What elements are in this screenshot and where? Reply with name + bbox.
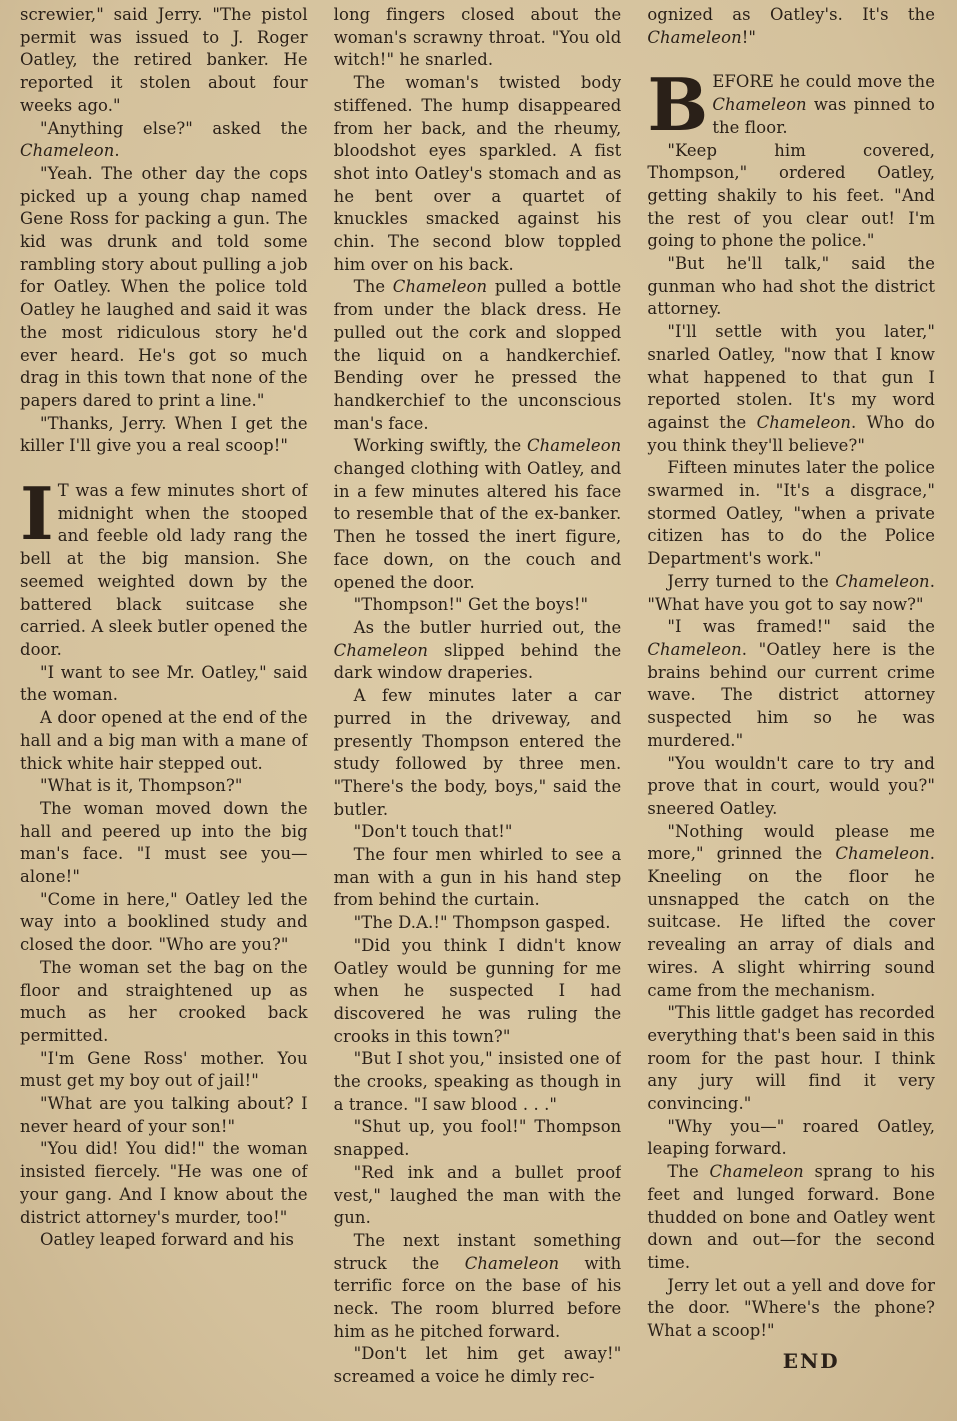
paragraph bbox=[647, 321, 935, 457]
paragraph-text: As the butler hurried out, the Chameleon slipped behind the dark window draperies. bbox=[333, 617, 622, 683]
paragraph-text: Jerry let out a yell and dove for the door. "Where's the phone? What a scoop!" bbox=[647, 1275, 936, 1341]
paragraph-text: "This little gadget has recorded everything that's been said in this room for the past hour. I think any jury will find it very convincing." bbox=[647, 1003, 936, 1114]
paragraph-text: The woman set the bag on the floor and straightened up as much as her crooked back permitted. bbox=[20, 957, 308, 1045]
drop-cap: B bbox=[647, 62, 709, 148]
paragraph-text: "You wouldn't care to try and prove that in court, would you?" sneered Oatley. bbox=[647, 753, 936, 818]
paragraph bbox=[20, 4, 308, 118]
paragraph-text: Fifteen minutes later the police swarmed in. "It's a disgrace," stormed Oatley, "when a private citizen has to do the Police Department's work." bbox=[647, 458, 936, 569]
paragraph-text: "Yeah. The other day the cops picked up a young chap named Gene Ross for packing a gun. The kid was drunk and told some rambling story about pulling a job for Oatley. When the police told Oatley he laughed and said it was the most ridiculous story he'd ever heard. He's got so much drag in this town that none of the papers dared to print a line." bbox=[20, 163, 308, 410]
paragraph bbox=[20, 798, 308, 889]
paragraph-text: "But I shot you," insisted one of the crooks, speaking as though in a trance. "I saw blood . . ." bbox=[333, 1049, 622, 1114]
paragraph-text: "Don't touch that!" bbox=[353, 822, 513, 842]
paragraph bbox=[20, 413, 308, 458]
paragraph-text: "Anything else?" asked the Chameleon. bbox=[20, 118, 308, 161]
paragraph bbox=[20, 1138, 308, 1229]
paragraph bbox=[334, 821, 622, 844]
paragraph-text: Jerry turned to the Chameleon. "What have you got to say now?" bbox=[647, 571, 936, 614]
paragraph-text: The Chameleon pulled a bottle from under the black dress. He pulled out the cork and slopped the liquid on a handkerchief. Bending over he pressed the handkerchief to the unconscious man's face. bbox=[333, 277, 622, 433]
paragraph-text: The woman moved down the hall and peered up into the big man's face. "I must see you—alone!" bbox=[20, 798, 308, 887]
paragraph bbox=[647, 1116, 935, 1161]
paragraph bbox=[647, 821, 935, 1003]
paragraph-text: "Come in here," Oatley led the way into a booklined study and closed the door. "Who are you?" bbox=[20, 889, 308, 955]
paragraph bbox=[647, 1002, 935, 1116]
paragraph bbox=[647, 457, 935, 571]
paragraph-text: Oatley leaped forward and his bbox=[40, 1230, 295, 1250]
paragraph-text: "I'll settle with you later," snarled Oatley, "now that I know what happened to that gun I reported stolen. It's my word against the Chameleon. Who do you think they'll believe?" bbox=[647, 322, 936, 455]
paragraph-text: "The D.A.!" Thompson gasped. bbox=[353, 913, 611, 933]
paragraph-text: "I want to see Mr. Oatley," said the woman. bbox=[20, 662, 308, 705]
paragraph-text: "I was framed!" said the Chameleon. "Oatley here is the brains behind our current crime wave. The district attorney suspected him so he was murdered." bbox=[647, 617, 936, 750]
paragraph bbox=[647, 753, 935, 821]
paragraph bbox=[647, 1161, 935, 1275]
paragraph bbox=[647, 571, 935, 616]
paragraph bbox=[647, 253, 935, 321]
paragraph-text: long fingers closed about the woman's scrawny throat. "You old witch!" he snarled. bbox=[333, 5, 622, 70]
paragraph bbox=[20, 662, 308, 707]
paragraph-text: The four men whirled to see a man with a gun in his hand step from behind the curtain. bbox=[333, 845, 622, 910]
paragraph-text: The woman's twisted body stiffened. The hump disappeared from her back, and the rheumy, bloodshot eyes sparkled. A fist shot into Oatley's stomach and as he bent over a quartet of knuckles smacked against his chin. The second blow toppled him over on his back. bbox=[333, 73, 622, 274]
paragraph bbox=[20, 1048, 308, 1093]
paragraph bbox=[334, 1048, 622, 1116]
paragraph bbox=[334, 685, 622, 821]
paragraph bbox=[20, 889, 308, 957]
paragraph bbox=[334, 617, 622, 685]
paragraph bbox=[334, 1230, 622, 1344]
paragraph bbox=[334, 276, 622, 435]
paragraph bbox=[334, 72, 622, 276]
paragraph bbox=[334, 1162, 622, 1230]
paragraph bbox=[647, 1275, 935, 1343]
paragraph bbox=[20, 163, 308, 413]
paragraph bbox=[647, 62, 936, 148]
paragraph bbox=[334, 912, 622, 935]
paragraph bbox=[20, 775, 308, 798]
paragraph-text: "I'm Gene Ross' mother. You must get my boy out of jail!" bbox=[20, 1048, 308, 1091]
paragraph bbox=[20, 471, 308, 662]
paragraph-text: T was a few minutes short of midnight when the stooped and feeble old lady rang the bell at the big mansion. She seemed weighted down by the battered black suitcase she carried. A sleek butler opened the door. bbox=[20, 481, 308, 659]
paragraph bbox=[647, 616, 935, 752]
paragraph-text: "Nothing would please me more," grinned the Chameleon. Kneeling on the floor he unsnapped the catch on the suitcase. He lifted the cover revealing an array of dials and wires. A slight whirring sound came from the mechanism. bbox=[647, 821, 936, 1000]
column-2 bbox=[334, 4, 622, 1414]
paragraph bbox=[334, 1343, 622, 1388]
paragraph-text: "Red ink and a bullet proof vest," laughed the man with the gun. bbox=[333, 1162, 622, 1228]
paragraph bbox=[20, 1093, 308, 1138]
paragraph-text: "Thompson!" Get the boys!" bbox=[353, 595, 589, 615]
paragraph-text: "But he'll talk," said the gunman who had shot the district attorney. bbox=[647, 254, 936, 319]
paragraph-text: The next instant something struck the Chameleon with terrific force on the base of his neck. The room blurred before him as he pitched forward. bbox=[333, 1230, 622, 1341]
paragraph-text: "Thanks, Jerry. When I get the killer I'll give you a real scoop!" bbox=[20, 413, 308, 456]
paragraph-text: "What is it, Thompson?" bbox=[40, 776, 243, 796]
paragraph-text: "Why you—" roared Oatley, leaping forward. bbox=[647, 1116, 936, 1159]
paragraph bbox=[20, 1229, 308, 1252]
column-3 bbox=[647, 4, 935, 1414]
paragraph bbox=[647, 4, 935, 49]
paragraph-text: A door opened at the end of the hall and a big man with a mane of thick white hair stepped out. bbox=[20, 708, 308, 773]
text-columns bbox=[20, 4, 935, 1414]
paragraph-text: "Did you think I didn't know Oatley would be gunning for me when he suspected I had discovered he was ruling the crooks in this town?" bbox=[333, 935, 622, 1046]
paragraph-text: "Don't let him get away!" screamed a voice he dimly rec- bbox=[333, 1344, 622, 1387]
paragraph bbox=[647, 140, 935, 254]
paragraph bbox=[334, 435, 622, 594]
paragraph bbox=[20, 707, 308, 775]
drop-cap: I bbox=[20, 471, 54, 557]
paragraph bbox=[334, 4, 622, 72]
paragraph-text: The Chameleon sprang to his feet and lunged forward. Bone thudded on bone and Oatley went down and out—for the second time. bbox=[647, 1162, 936, 1272]
paragraph-text: "What are you talking about? I never heard of your son!" bbox=[20, 1094, 308, 1136]
paragraph-text: "Keep him covered, Thompson," ordered Oatley, getting shakily to his feet. "And the rest of you clear out! I'm going to phone the police." bbox=[647, 140, 936, 251]
paragraph-text: A few minutes later a car purred in the driveway, and presently Thompson entered the study followed by three men. "There's the body, boys," said the butler. bbox=[333, 686, 622, 819]
column-1 bbox=[20, 4, 308, 1414]
paragraph bbox=[20, 957, 308, 1048]
end-marker: END bbox=[782, 1348, 840, 1373]
paragraph bbox=[334, 935, 622, 1049]
paragraph-text: EFORE he could move the Chameleon was pinned to the floor. bbox=[712, 72, 936, 137]
paragraph-text: ognized as Oatley's. It's the Chameleon!" bbox=[647, 5, 936, 47]
paragraph-text: screwier," said Jerry. "The pistol permit was issued to J. Roger Oatley, the retired banker. He reported it stolen about four weeks ago." bbox=[20, 5, 308, 115]
paragraph-text: "You did! You did!" the woman insisted fiercely. "He was one of your gang. And I know about the district attorney's murder, too!" bbox=[20, 1139, 308, 1227]
paragraph-text: "Shut up, you fool!" Thompson snapped. bbox=[333, 1117, 622, 1160]
paragraph-text: Working swiftly, the Chameleon changed clothing with Oatley, and in a few minutes altered his face to resemble that of the ex-banker. Then he tossed the inert figure, face down, on the couch and opened the door. bbox=[333, 436, 622, 592]
paragraph bbox=[334, 844, 622, 912]
paragraph bbox=[334, 1116, 622, 1161]
paragraph bbox=[334, 594, 622, 617]
paragraph bbox=[20, 118, 308, 163]
